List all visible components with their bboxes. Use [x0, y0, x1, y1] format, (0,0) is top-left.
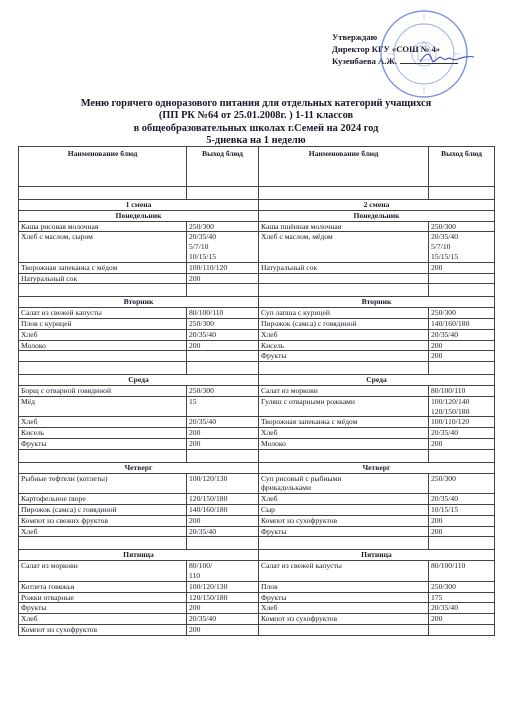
- table-row: [19, 396, 495, 417]
- portion-shift-1: 120/150/180: [187, 494, 259, 505]
- table-row: [19, 504, 495, 515]
- table-row: [19, 329, 495, 340]
- dish-name-shift-1: Хлеб: [19, 614, 187, 625]
- day-row: [19, 210, 495, 221]
- portion-shift-2: 200: [429, 351, 495, 362]
- portion-shift-1: 250/300: [187, 385, 259, 396]
- dish-name-shift-1: Хлеб: [19, 329, 187, 340]
- dish-name-shift-1: Молоко: [19, 340, 187, 351]
- dish-name-shift-2: Хлеб: [259, 603, 429, 614]
- dish-name-shift-1: Компот из сухофруктов: [19, 624, 187, 635]
- portion-shift-2: 140/160/180: [429, 318, 495, 329]
- table-row: [19, 624, 495, 635]
- dish-name-shift-1: Натуральный сок: [19, 273, 187, 284]
- dish-name-shift-1: Каша рисовая молочная: [19, 221, 187, 232]
- dish-name-shift-1: Плов с курицей: [19, 318, 187, 329]
- dish-name-shift-1: Картофельное пюре: [19, 494, 187, 505]
- portion-shift-2: 100/110/120: [429, 417, 495, 428]
- day-name: Пятница: [259, 550, 495, 561]
- portion-shift-2: 200: [429, 515, 495, 526]
- approval-name: Кузенбаева А.Ж.: [332, 55, 458, 67]
- portion-shift-2: 250/300: [429, 581, 495, 592]
- portion-shift-2: 175: [429, 592, 495, 603]
- portion-shift-2: 80/100/110: [429, 385, 495, 396]
- dish-name-shift-1: Салат из моркови: [19, 561, 187, 582]
- portion-shift-1: 20/35/40: [187, 614, 259, 625]
- dish-name-shift-2: Суп лапша с курицей: [259, 308, 429, 319]
- spacer-row: [19, 537, 495, 550]
- dish-name-shift-1: Хлеб с маслом, сыром: [19, 232, 187, 262]
- dish-name-shift-2: Хлеб: [259, 494, 429, 505]
- table-row: [19, 318, 495, 329]
- day-name: Понедельник: [19, 210, 259, 221]
- dish-name-shift-2: Фрукты: [259, 526, 429, 537]
- dish-name-shift-2: Суп рисовый с рыбными фрикадельками: [259, 473, 429, 494]
- dish-name-shift-2: Гуляш с отварными рожками: [259, 396, 429, 417]
- portion-shift-1: 250/300: [187, 221, 259, 232]
- dish-name-shift-2: Творожная запеканка с мёдом: [259, 417, 429, 428]
- dish-name-shift-2: Компот из сухофруктов: [259, 614, 429, 625]
- portion-shift-2: 20/35/40 5/7/10 15/15/15: [429, 232, 495, 262]
- dish-name-shift-2: Пирожок (самса) с говядиной: [259, 318, 429, 329]
- document-title: [0, 98, 512, 148]
- table-row: [19, 273, 495, 284]
- portion-shift-1: 200: [187, 340, 259, 351]
- portion-shift-1: 80/100/110: [187, 308, 259, 319]
- dish-name-shift-1: Салат из свежей капусты: [19, 308, 187, 319]
- dish-name-shift-2: [259, 624, 429, 635]
- portion-shift-2: 20/35/40: [429, 329, 495, 340]
- portion-shift-1: 200: [187, 624, 259, 635]
- dish-name-shift-2: Молоко: [259, 438, 429, 449]
- handwritten-signature: [418, 50, 476, 68]
- portion-shift-2: 200: [429, 614, 495, 625]
- portion-shift-2: 200: [429, 262, 495, 273]
- table-row: [19, 385, 495, 396]
- day-name: Понедельник: [259, 210, 495, 221]
- header-portion: Выход блюд: [187, 147, 259, 187]
- table-row: [19, 428, 495, 439]
- portion-shift-2: 250/300: [429, 221, 495, 232]
- header-portion: Выход блюд: [429, 147, 495, 187]
- portion-shift-2: 10/15/15: [429, 504, 495, 515]
- portion-shift-2: 200: [429, 438, 495, 449]
- title-line-3: в общеобразовательных школах г.Семей на 2024 год: [133, 122, 379, 134]
- dish-name-shift-2: Фрукты: [259, 351, 429, 362]
- dish-name-shift-1: Хлеб: [19, 526, 187, 537]
- portion-shift-2: 200: [429, 526, 495, 537]
- table-row: [19, 561, 495, 582]
- portion-shift-2: 100/120/140 120/150/180: [429, 396, 495, 417]
- portion-shift-1: 140/160/180: [187, 504, 259, 515]
- portion-shift-2: [429, 273, 495, 284]
- header-dish-name: Наименование блюд: [259, 147, 429, 187]
- dish-name-shift-1: Компот из свежих фруктов: [19, 515, 187, 526]
- header-dish-name: Наименование блюд: [19, 147, 187, 187]
- day-name: Вторник: [259, 297, 495, 308]
- portion-shift-1: 15: [187, 396, 259, 417]
- day-row: [19, 297, 495, 308]
- table-header-row: [19, 147, 495, 187]
- portion-shift-1: 100/120/130: [187, 581, 259, 592]
- table-row: [19, 232, 495, 262]
- dish-name-shift-2: Плов: [259, 581, 429, 592]
- dish-name-shift-1: Творожная запеканка с мёдом: [19, 262, 187, 273]
- table-row: [19, 592, 495, 603]
- title-line-2: (ПП РК №64 от 25.01.2008г. ) 1-11 классов: [158, 110, 354, 122]
- dish-name-shift-2: Хлеб: [259, 428, 429, 439]
- shift-1-label: 1 смена: [19, 200, 259, 211]
- dish-name-shift-2: Фрукты: [259, 592, 429, 603]
- table-row: [19, 581, 495, 592]
- day-name: Четверг: [19, 462, 259, 473]
- dish-name-shift-2: Натуральный сок: [259, 262, 429, 273]
- table-row: [19, 262, 495, 273]
- day-name: Пятница: [19, 550, 259, 561]
- table-row: [19, 603, 495, 614]
- dish-name-shift-2: Компот из сухофруктов: [259, 515, 429, 526]
- dish-name-shift-1: Фрукты: [19, 603, 187, 614]
- dish-name-shift-2: Салат из свежей капусты: [259, 561, 429, 582]
- dish-name-shift-1: Хлеб: [19, 417, 187, 428]
- portion-shift-1: 200: [187, 515, 259, 526]
- portion-shift-1: 20/35/40 5/7/10 10/15/15: [187, 232, 259, 262]
- table-row: [19, 515, 495, 526]
- dish-name-shift-1: Кисель: [19, 428, 187, 439]
- portion-shift-1: 20/35/40: [187, 526, 259, 537]
- table-row: [19, 473, 495, 494]
- portion-shift-1: 20/35/40: [187, 329, 259, 340]
- table-row: [19, 308, 495, 319]
- portion-shift-1: 20/35/40: [187, 417, 259, 428]
- portion-shift-2: 250/300: [429, 308, 495, 319]
- portion-shift-1: [187, 351, 259, 362]
- portion-shift-1: 200: [187, 603, 259, 614]
- dish-name-shift-1: Рыбные тефтели (котлеты): [19, 473, 187, 494]
- shift-2-label: 2 смена: [259, 200, 495, 211]
- portion-shift-2: [429, 624, 495, 635]
- portion-shift-2: 200: [429, 340, 495, 351]
- dish-name-shift-1: Фрукты: [19, 438, 187, 449]
- table-row: [19, 614, 495, 625]
- table-row: [19, 438, 495, 449]
- portion-shift-2: 20/35/40: [429, 494, 495, 505]
- portion-shift-1: 100/110/120: [187, 262, 259, 273]
- dish-name-shift-2: Салат из моркови: [259, 385, 429, 396]
- day-name: Среда: [19, 375, 259, 386]
- dish-name-shift-2: Сыр: [259, 504, 429, 515]
- portion-shift-1: 200: [187, 438, 259, 449]
- table-row: [19, 526, 495, 537]
- spacer-row: [19, 362, 495, 375]
- spacer-row: [19, 284, 495, 297]
- dish-name-shift-2: Хлеб: [259, 329, 429, 340]
- portion-shift-1: 200: [187, 428, 259, 439]
- spacer-row: [19, 449, 495, 462]
- portion-shift-1: 100/120/130: [187, 473, 259, 494]
- table-row: [19, 340, 495, 351]
- day-row: [19, 550, 495, 561]
- table-row: [19, 417, 495, 428]
- portion-shift-2: 20/35/40: [429, 428, 495, 439]
- title-line-4: 5-дневка на 1 неделю: [206, 135, 306, 147]
- portion-shift-1: 250/300: [187, 318, 259, 329]
- dish-name-shift-1: Рожки отварные: [19, 592, 187, 603]
- dish-name-shift-2: [259, 273, 429, 284]
- menu-table: [18, 146, 495, 636]
- portion-shift-2: 250/300: [429, 473, 495, 494]
- table-row: [19, 494, 495, 505]
- portion-shift-1: 200: [187, 273, 259, 284]
- portion-shift-1: 80/100/ 110: [187, 561, 259, 582]
- portion-shift-2: 20/35/40: [429, 603, 495, 614]
- dish-name-shift-1: Борщ с отварной говядиной: [19, 385, 187, 396]
- day-row: [19, 462, 495, 473]
- dish-name-shift-2: Кисель: [259, 340, 429, 351]
- dish-name-shift-1: [19, 351, 187, 362]
- shift-row: [19, 200, 495, 211]
- title-line-1: Меню горячего одноразового питания для отдельных категорий учащихся: [80, 98, 432, 109]
- approval-position: Директор КГУ «СОШ № 4»: [332, 44, 441, 54]
- spacer-row: [19, 187, 495, 200]
- dish-name-shift-1: Котлета говяжья: [19, 581, 187, 592]
- day-name: Среда: [259, 375, 495, 386]
- day-name: Вторник: [19, 297, 259, 308]
- portion-shift-1: 120/150/180: [187, 592, 259, 603]
- table-row: [19, 221, 495, 232]
- dish-name-shift-1: Мёд: [19, 396, 187, 417]
- approval-label: Утверждаю: [332, 32, 378, 42]
- day-name: Четверг: [259, 462, 495, 473]
- dish-name-shift-2: Хлеб с маслом, мёдом: [259, 232, 429, 262]
- day-row: [19, 375, 495, 386]
- portion-shift-2: 80/100/110: [429, 561, 495, 582]
- dish-name-shift-1: Пирожок (самса) с говядиной: [19, 504, 187, 515]
- dish-name-shift-2: Каша пшённая молочная: [259, 221, 429, 232]
- table-row: [19, 351, 495, 362]
